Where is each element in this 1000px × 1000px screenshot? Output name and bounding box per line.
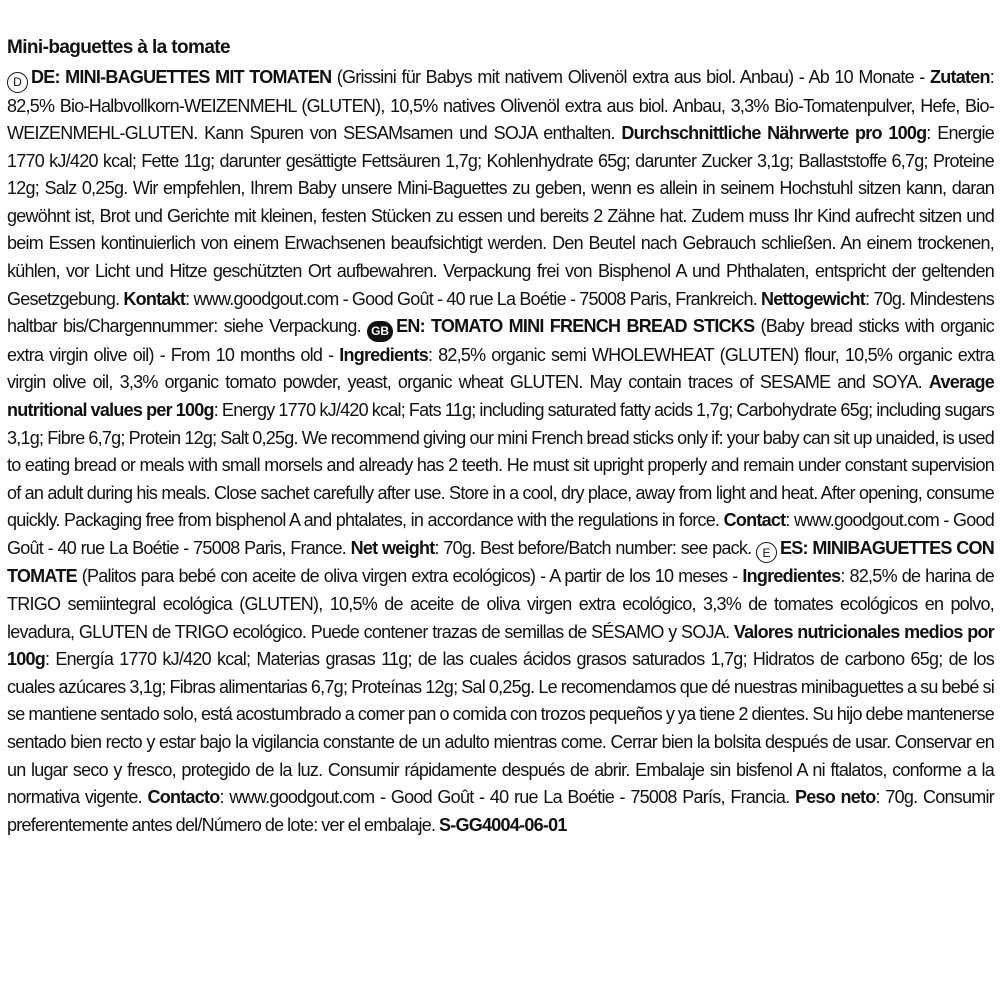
en-heading: EN: TOMATO MINI FRENCH BREAD STICKS — [396, 316, 755, 337]
de-nutrition: : Energie 1770 kJ/420 kcal; Fette 11g; darunter gesättigte Fettsäuren 1,7g; Kohlenhydrate 65g; darunter Zucker 3,1g; Ballaststoffe 6,7g; Proteine 12g; Salz 0,25g. Wir empfehlen, Ihrem Baby unsere Mini-Baguettes zu geben, wenn es allein in seinem Hochstuhl sitzen kann, daran gewöhnt ist, Brot und Gerichte mit kleinen, festen Stücken zu essen und bereits 2 Zähne hat. Zudem muss Ihr Kind aufrecht sitzen und beim Essen kontinuierlich von einem Erwachsenen beaufsichtigt werden. Den Beutel nach Gebrauch schließen. An einem trockenen, kühlen, vor Licht und Hitze geschützten Ort aufbewahren. Verpackung frei von Bisphenol A und Phthalaten, entspricht der geltenden Gesetzgebung. — [7, 123, 994, 309]
batch-code: S-GG4004-06-01 — [439, 814, 567, 835]
es-weight: : 70g. Consumir preferentemente antes del/Número de lote: ver el embalaje. — [7, 787, 995, 835]
es-weight-label: Peso neto — [794, 787, 876, 808]
es-subtitle: (Palitos para bebé con aceite de oliva virgen extra ecológicos) - A partir de los 10 meses - — [76, 566, 743, 587]
es-contact: : www.goodgout.com - Good Goût - 40 rue La Boétie - 75008 París, Francia. — [219, 787, 795, 808]
de-contact-label: Kontakt — [123, 288, 186, 309]
label-body — [7, 64, 994, 839]
es-contact-label: Contacto — [147, 787, 220, 808]
en-ingredients: : 82,5% organic semi WHOLEWHEAT (GLUTEN) flour, 10,5% organic extra virgin olive oil, 3,3% organic tomato powder, yeast, organic wheat GLUTEN. May contain traces of SESAME and SOYA. — [7, 344, 994, 393]
de-weight-label: Nettogewicht — [761, 288, 866, 309]
de-ingredients: : 82,5% Bio-Halbvollkorn-WEIZENMEHL (GLUTEN), 10,5% natives Olivenöl extra aus biol. Anbau, 3,3% Bio-Tomatenpulver, Hefe, Bio-WEIZENMEHL-GLUTEN. Kann Spuren von SESAMsamen und SOJA enthalten. — [7, 67, 994, 144]
de-contact: : www.goodgout.com - Good Goût - 40 rue La Boétie - 75008 Paris, Frankreich. — [185, 288, 762, 309]
en-weight: : 70g. Best before/Batch number: see pack. — [434, 537, 756, 558]
language-badge-es: E — [756, 542, 777, 563]
es-nutrition: : Energía 1770 kJ/420 kcal; Materias grasas 11g; de las cuales ácidos grasos saturados 1,7g; Hidratos de carbono 65g; de los cuales azúcares 3,1g; Fibras alimentarias 6,7g; Proteínas 12g; Sal 0,25g. Le recomendamos que dé nuestras minibaguettes a su bebé si se mantiene sentado solo, está acostumbrado a comer pan o comida con trozos pequeños y ya tiene 2 dientes. Su hijo debe mantenerse sentado bien recto y estar bajo la vigilancia constante de un adulto mientras come. Cerrar bien la bolsita después de usar. Conservar en un lugar seco y fresco, protegido de la luz. Consumir rápidamente después de abrir. Embalaje sin bisfenol A ni ftalatos, conforme a la normativa vigente. — [7, 649, 994, 808]
en-nutrition-label: Average nutritional values per 100g — [7, 372, 994, 420]
es-ingredients-label: Ingredientes — [742, 566, 841, 587]
en-contact-label: Contact — [723, 510, 786, 531]
de-weight: : 70g. Mindestens haltbar bis/Chargennummer: siehe Verpackung. — [7, 288, 995, 337]
product-title: Mini-baguettes à la tomate — [7, 37, 230, 58]
en-contact: : www.goodgout.com - Good Goût - 40 rue La Boétie - 75008 Paris, France. — [7, 510, 994, 558]
en-ingredients-label: Ingredients — [339, 344, 428, 365]
de-subtitle: (Grissini für Babys mit nativem Olivenöl extra aus biol. Anbau) - Ab 10 Monate - — [331, 67, 930, 87]
en-nutrition: : Energy 1770 kJ/420 kcal; Fats 11g; including saturated fatty acids 1,7g; Carbohydrate 65g; including sugars 3,1g; Fibre 6,7g; Protein 12g; Salt 0,25g. We recommend giving our mini French bread sticks only if: your baby can sit up unaided, is used to eating bread or meals with small morsels and already has 2 teeth. He must sit upright properly and remain under constant supervision of an adult during his meals. Close sachet carefully after use. Store in a cool, dry place, away from light and heat. After opening, consume quickly. Packaging free from bisphenol A and phtalates, in accordance with the regulations in force. — [7, 399, 994, 531]
es-ingredients: : 82,5% de harina de TRIGO semiintegral ecológica (GLUTEN), 10,5% de aceite de oliva virgen extra ecológico, 3,3% de tomates ecológicos en polvo, levadura, GLUTEN de TRIGO ecológico. Puede contener trazas de semillas de SÉSAMO y SOJA. — [7, 566, 994, 642]
de-heading: DE: MINI-BAGUETTES MIT TOMATEN — [31, 67, 332, 87]
de-nutrition-label: Durchschnittliche Nährwerte pro 100g — [621, 123, 927, 144]
es-heading: ES: MINIBAGUETTES CON TOMATE — [7, 537, 994, 587]
language-badge-gb: GB — [367, 321, 393, 342]
es-nutrition-label: Valores nutricionales medios por 100g — [7, 621, 994, 670]
en-weight-label: Net weight — [350, 537, 435, 558]
language-badge-de: D — [7, 72, 28, 93]
de-ingredients-label: Zutaten — [929, 67, 990, 87]
en-subtitle: (Baby bread sticks with organic extra virgin olive oil) - From 10 months old - — [7, 316, 995, 365]
